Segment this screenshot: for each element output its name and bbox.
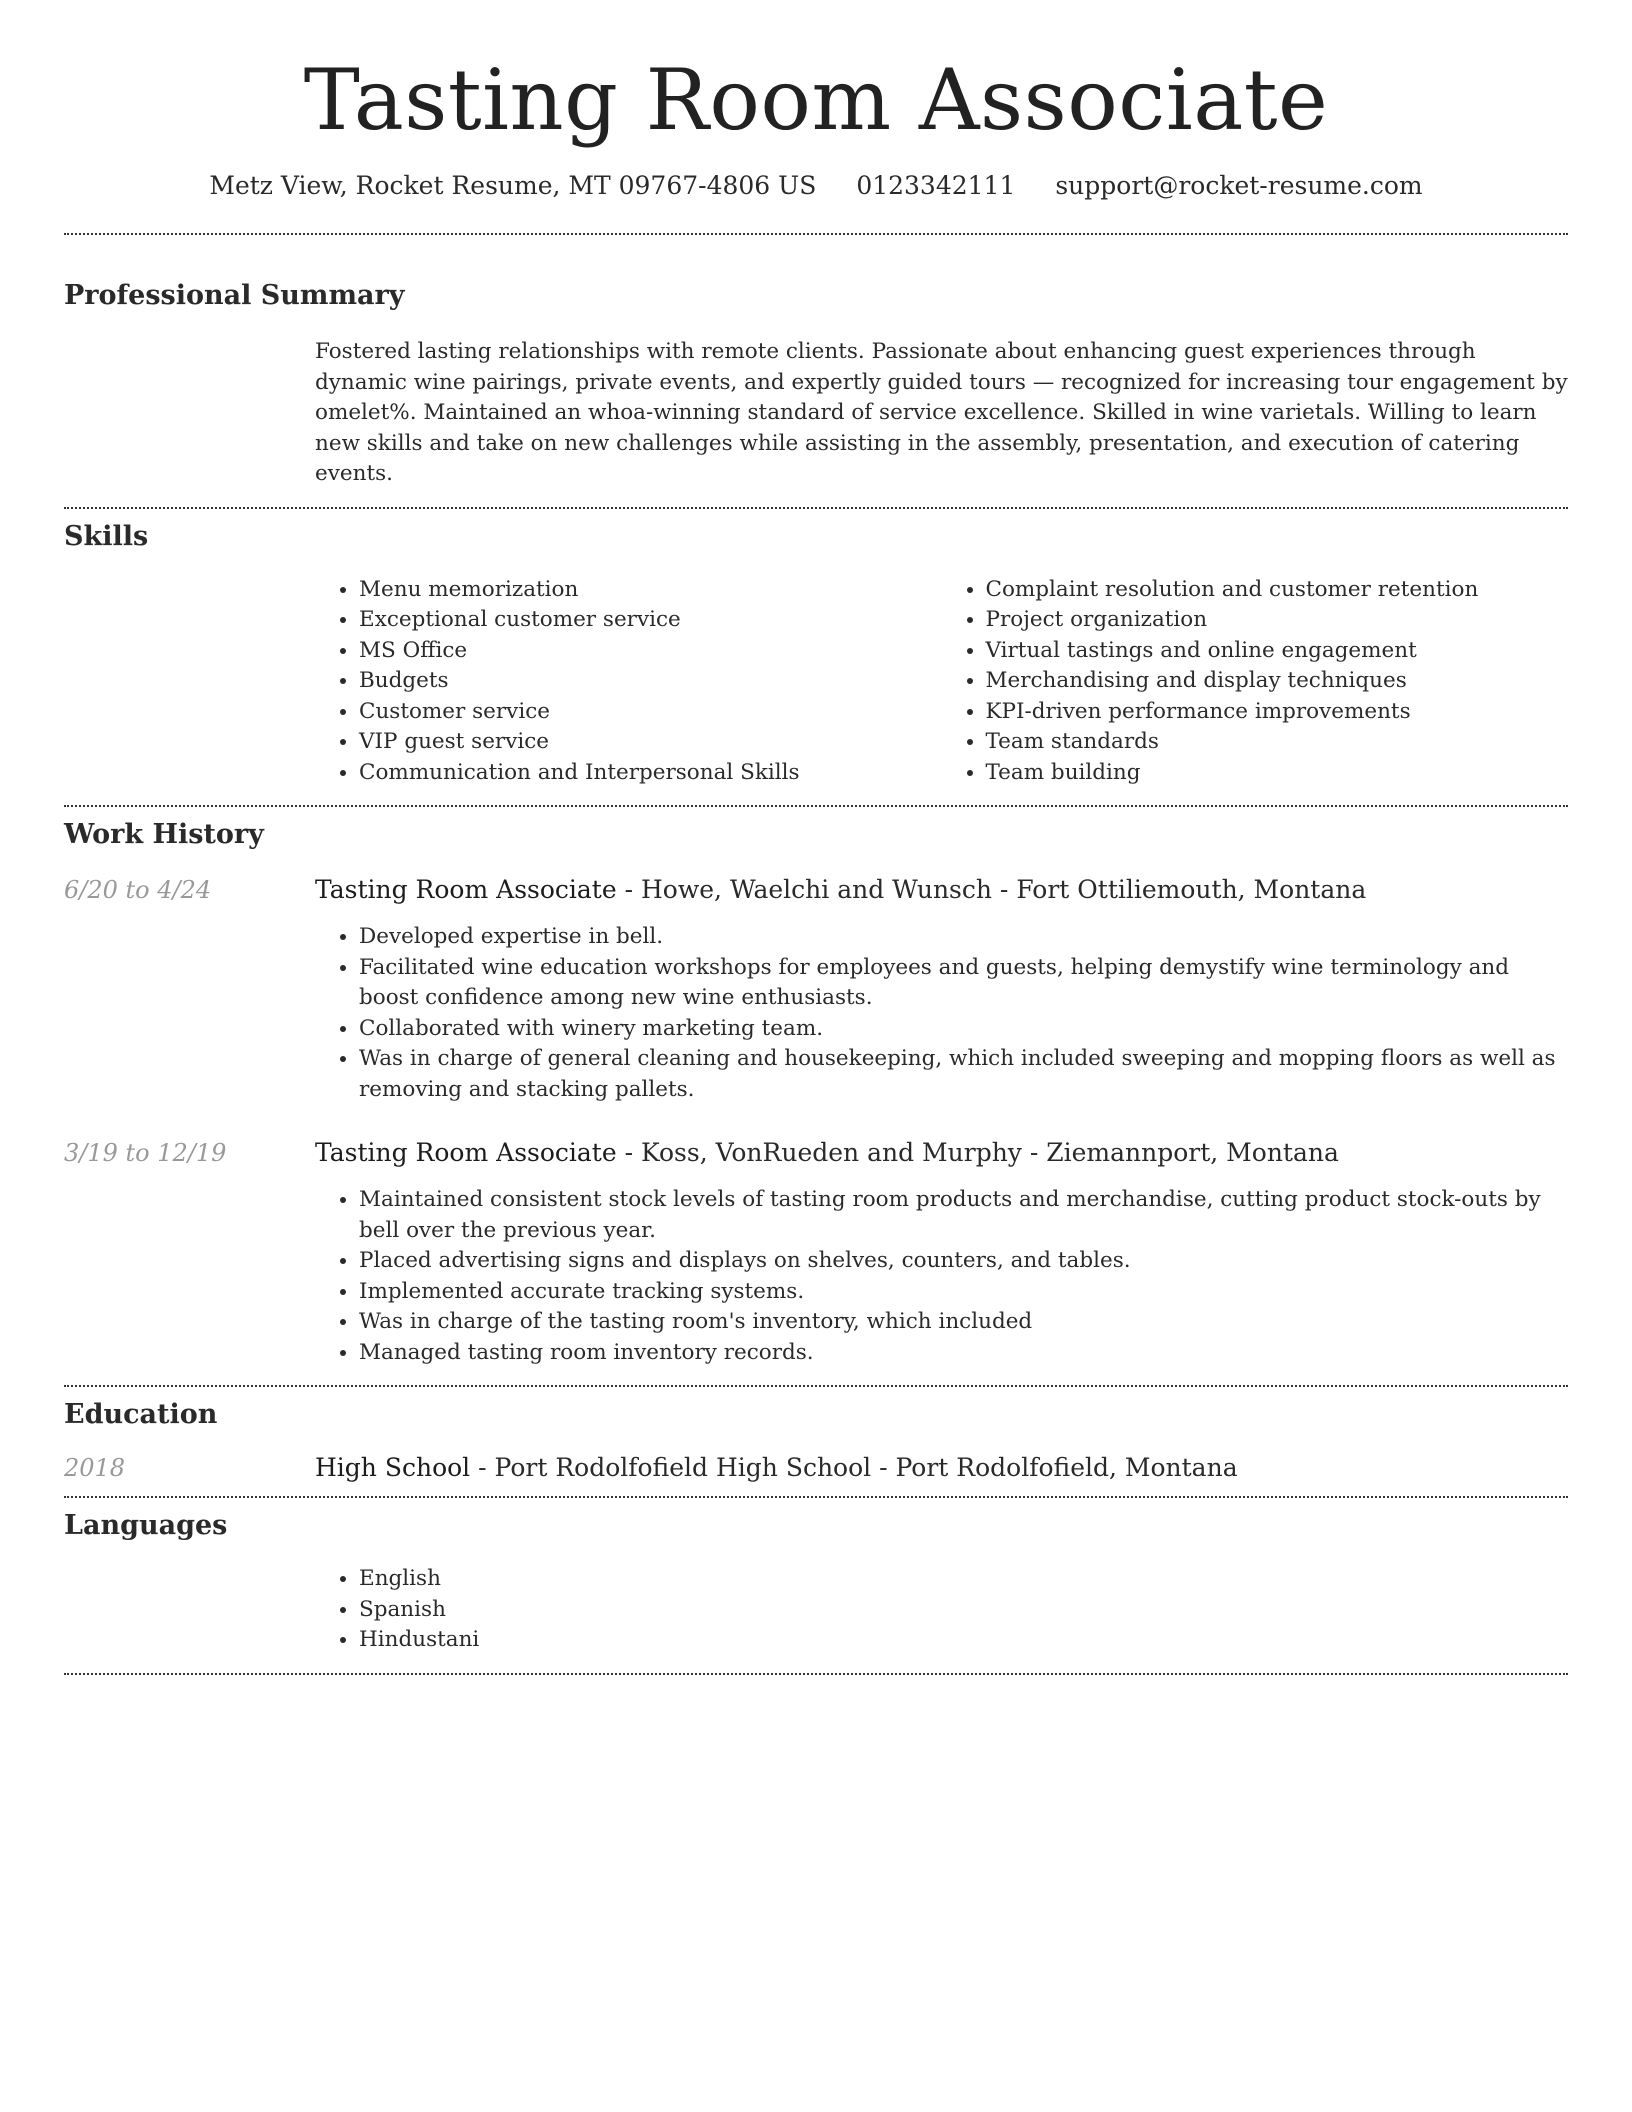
education-year: 2018 bbox=[64, 1454, 126, 1482]
divider bbox=[64, 1673, 1568, 1675]
contact-line bbox=[64, 168, 1568, 204]
language-item: • English bbox=[359, 1564, 1568, 1595]
job-title bbox=[315, 875, 1366, 904]
skill-item: • VIP guest service bbox=[359, 727, 942, 758]
job-employer-location: - Koss, VonRueden and Murphy - Ziemannport, Montana bbox=[616, 1138, 1339, 1167]
job-employer-location: - Howe, Waelchi and Wunsch - Fort Ottiliemouth, Montana bbox=[616, 875, 1367, 904]
candidate-name: Tasting Room Associate bbox=[303, 51, 1329, 149]
summary-block bbox=[315, 337, 1568, 490]
education-detail bbox=[315, 1453, 1238, 1482]
skills-list-right bbox=[942, 575, 1569, 789]
contact-address: Metz View, Rocket Resume, MT 09767-4806 US bbox=[209, 171, 817, 200]
duty-item: • Was in charge of the tasting room's inventory, which included bbox=[359, 1307, 1568, 1338]
skill-item: • Merchandising and display techniques bbox=[986, 666, 1569, 697]
skill-item: • MS Office bbox=[359, 636, 942, 667]
skill-item: • Exceptional customer service bbox=[359, 605, 942, 636]
skill-item: • Team building bbox=[986, 758, 1569, 789]
skill-item: • Menu memorization bbox=[359, 575, 942, 606]
education-entry bbox=[64, 1453, 1568, 1482]
resume-page bbox=[64, 0, 1568, 1675]
education-degree: High School bbox=[315, 1453, 471, 1482]
duty-item: • Facilitated wine education workshops for employees and guests, helping demystify wine terminology and boost confidence among new wine enthusiasts. bbox=[359, 953, 1568, 1014]
job-header bbox=[64, 1138, 1568, 1167]
contact-phone: 0123342111 bbox=[856, 171, 1016, 200]
skill-item: • Customer service bbox=[359, 697, 942, 728]
language-item: • Hindustani bbox=[359, 1625, 1568, 1656]
skill-item: • Budgets bbox=[359, 666, 942, 697]
skill-item: • Communication and Interpersonal Skills bbox=[359, 758, 942, 789]
job-role: Tasting Room Associate bbox=[315, 1138, 617, 1167]
languages-block bbox=[315, 1564, 1568, 1656]
duty-item: • Developed expertise in bell. bbox=[359, 922, 1568, 953]
skill-item: • KPI-driven performance improvements bbox=[986, 697, 1569, 728]
job-dates: 3/19 to 12/19 bbox=[64, 1139, 227, 1167]
duty-item: • Implemented accurate tracking systems. bbox=[359, 1277, 1568, 1308]
duty-item: • Managed tasting room inventory records. bbox=[359, 1338, 1568, 1369]
job-entry bbox=[64, 875, 1568, 1105]
section-title-education: Education bbox=[64, 1399, 218, 1430]
duty-item: • Maintained consistent stock levels of tasting room products and merchandise, cutting product stock-outs by bell over the previous year. bbox=[359, 1185, 1568, 1246]
skills-block bbox=[315, 575, 1568, 789]
job-title bbox=[315, 1138, 1339, 1167]
duty-item: • Placed advertising signs and displays on shelves, counters, and tables. bbox=[359, 1246, 1568, 1277]
section-title-work: Work History bbox=[64, 819, 264, 850]
section-title-summary: Professional Summary bbox=[64, 280, 405, 311]
duty-item: • Collaborated with winery marketing team. bbox=[359, 1014, 1568, 1045]
job-dates: 6/20 to 4/24 bbox=[64, 876, 212, 904]
job-duties bbox=[315, 1185, 1568, 1368]
duty-item: • Was in charge of general cleaning and housekeeping, which included sweeping and mopping floors as well as removing and stacking pallets. bbox=[359, 1044, 1568, 1105]
skill-item: • Complaint resolution and customer retention bbox=[986, 575, 1569, 606]
job-entry bbox=[64, 1138, 1568, 1368]
job-duties bbox=[315, 922, 1568, 1105]
summary-text: Fostered lasting relationships with remote clients. Passionate about enhancing guest experiences through dynamic wine pairings, private events, and expertly guided tours — recognized for increasing tour engagement by omelet%. Maintained an whoa-winning standard of service excellence. Skilled in wine varietals. Willing to learn new skills and take on new challenges while assisting in the assembly, presentation, and execution of catering events. bbox=[315, 339, 1568, 486]
section-title-languages: Languages bbox=[64, 1510, 228, 1541]
contact-email[interactable]: support@rocket-resume.com bbox=[1055, 171, 1423, 200]
job-role: Tasting Room Associate bbox=[315, 875, 617, 904]
skill-item: • Virtual tastings and online engagement bbox=[986, 636, 1569, 667]
section-title-skills: Skills bbox=[64, 520, 149, 552]
skills-list-left bbox=[315, 575, 942, 789]
language-item: • Spanish bbox=[359, 1595, 1568, 1626]
skill-item: • Project organization bbox=[986, 605, 1569, 636]
job-header bbox=[64, 875, 1568, 904]
skill-item: • Team standards bbox=[986, 727, 1569, 758]
education-school-location: - Port Rodolfofield High School - Port Rodolfofield, Montana bbox=[470, 1453, 1238, 1482]
